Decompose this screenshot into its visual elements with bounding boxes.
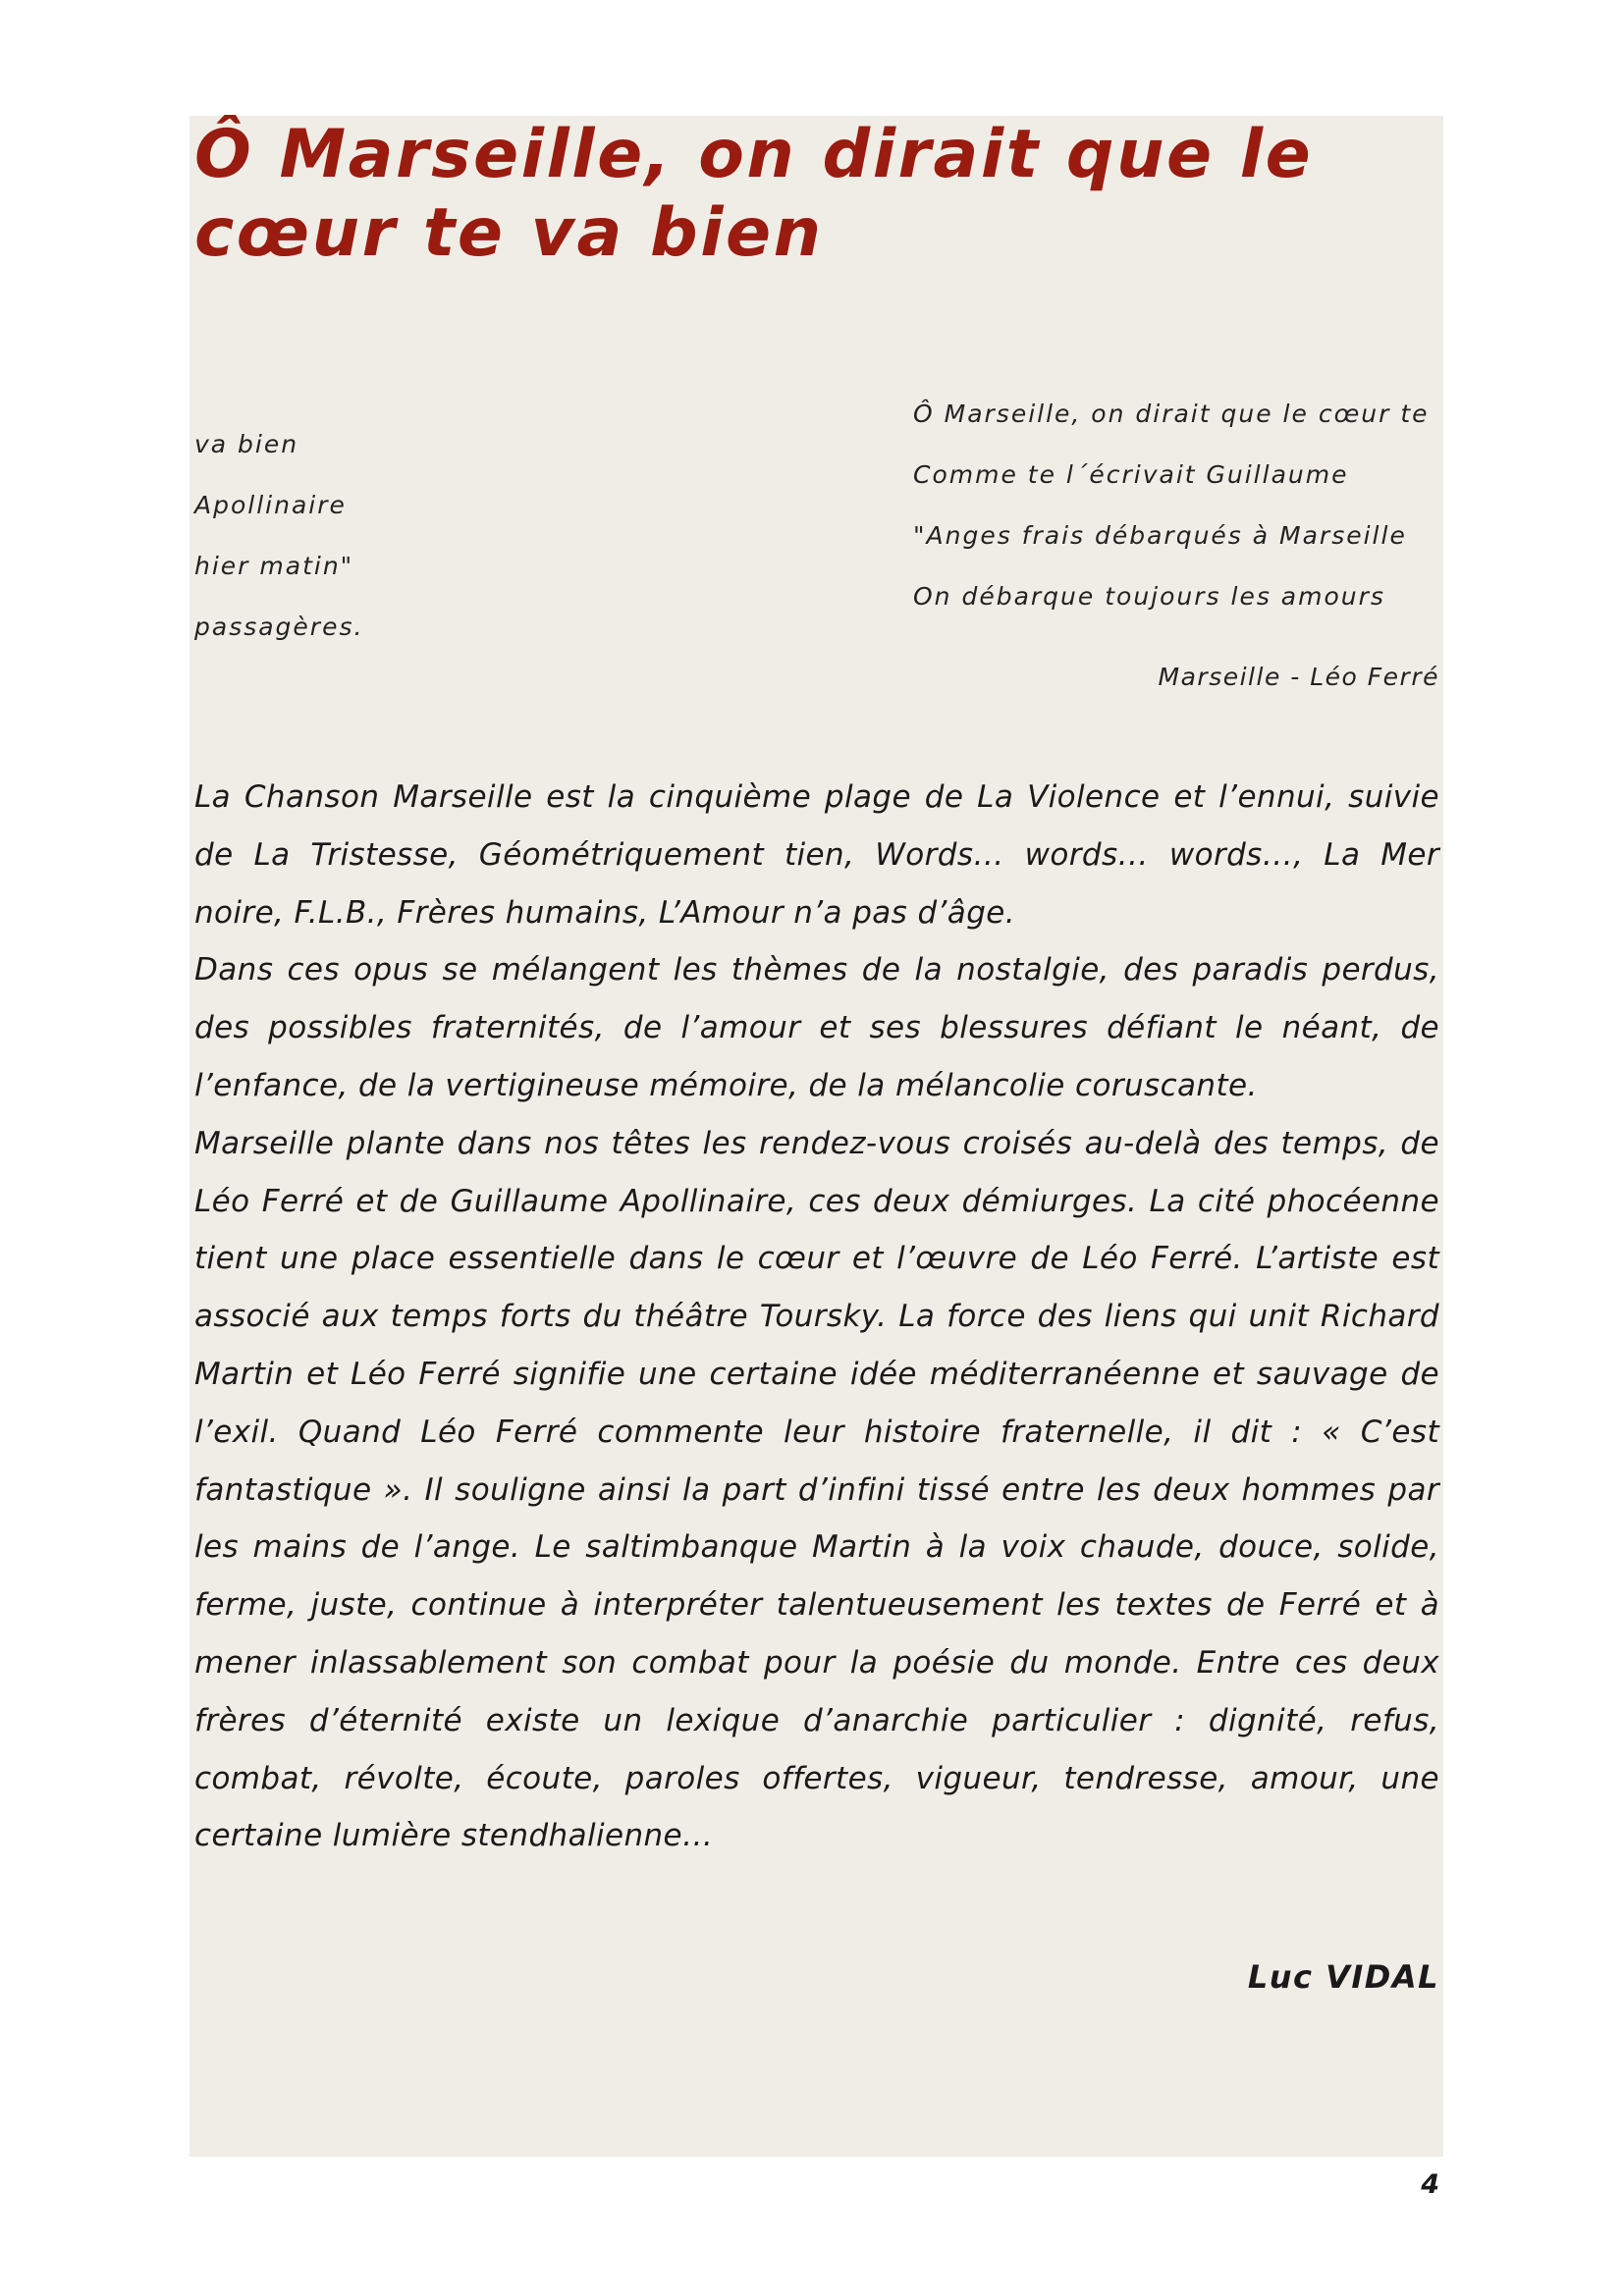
article-paragraph: Dans ces opus se mélangent les thèmes de la nostalgie, des paradis perdus, des possibles fraternités, de l’amour et ses blessures défiant le néant, de l’enfance, de la vertigineuse mémoire, de la mélancolie coruscante. bbox=[194, 952, 1439, 1103]
text-run: suivie de bbox=[194, 779, 1439, 873]
epigraph-line: "Anges frais débarqués à Marseille bbox=[913, 521, 1407, 550]
epigraph-left-column bbox=[194, 414, 587, 658]
epigraph-line: Ô Marseille, on dirait que le cœur te bbox=[913, 400, 1430, 428]
song-title: Marseille bbox=[194, 1125, 335, 1161]
epigraph-line: va bien bbox=[194, 430, 299, 458]
epigraph-line: Apollinaire bbox=[194, 491, 347, 519]
epigraph-line: passagères. bbox=[194, 613, 364, 641]
article-body bbox=[194, 769, 1439, 1865]
track-list: La Tristesse, Géométriquement tien, Words… words… words…, La Mer noire, F.L.B., Frères humains, L’Amour n’a pas d’âge. bbox=[194, 836, 1439, 931]
epigraph-source: Marseille - Léo Ferré bbox=[1158, 663, 1439, 691]
article-paragraph bbox=[194, 1115, 1439, 1865]
text-run: La Chanson bbox=[194, 779, 394, 815]
text-run: plante dans nos têtes les rendez-vous croisés au-delà des temps, de Léo Ferré et de Guillaume Apollinaire, ces deux démiurges. La cité phocéenne tient une place essentielle dans le cœur et l’œuvre de Léo Ferré. L’artiste est associé aux temps forts du théâtre Toursky. La force des liens qui unit Richard Martin et Léo Ferré signifie une certaine idée méditerranéenne et sauvage de l’exil. Quand Léo Ferré commente leur histoire fraternelle, il dit : « C’est fantastique ». Il souligne ainsi la part d’infini tissé entre les deux hommes par les mains de l’ange. Le saltimbanque Martin à la voix chaude, douce, solide, ferme, juste, continue à interpréter talentueusement les textes de Ferré et à mener inlassablement son combat pour la poésie du monde. Entre ces deux frères d’éternité existe un lexique d’anarchie particulier : dignité, refus, combat, révolte, écoute, paroles offertes, vigueur, tendresse, amour, une certaine lumière stendhalienne… bbox=[194, 1125, 1439, 1854]
text-run: est la cinquième plage de bbox=[532, 779, 978, 815]
page-number: 4 bbox=[1421, 2169, 1439, 2200]
epigraph-line: Comme te l´écrivait Guillaume bbox=[913, 460, 1349, 489]
epigraph-right-column bbox=[913, 384, 1443, 627]
album-title: La Violence et l’ennui, bbox=[977, 779, 1349, 815]
epigraph-line: On débarque toujours les amours bbox=[913, 582, 1385, 611]
page-title: Ô Marseille, on dirait que le cœur te va bien bbox=[194, 116, 1314, 272]
article-paragraph bbox=[194, 769, 1439, 941]
song-title: Marseille bbox=[393, 779, 533, 815]
author-signature: Luc VIDAL bbox=[1247, 1958, 1439, 1996]
epigraph-line: hier matin" bbox=[194, 552, 354, 580]
